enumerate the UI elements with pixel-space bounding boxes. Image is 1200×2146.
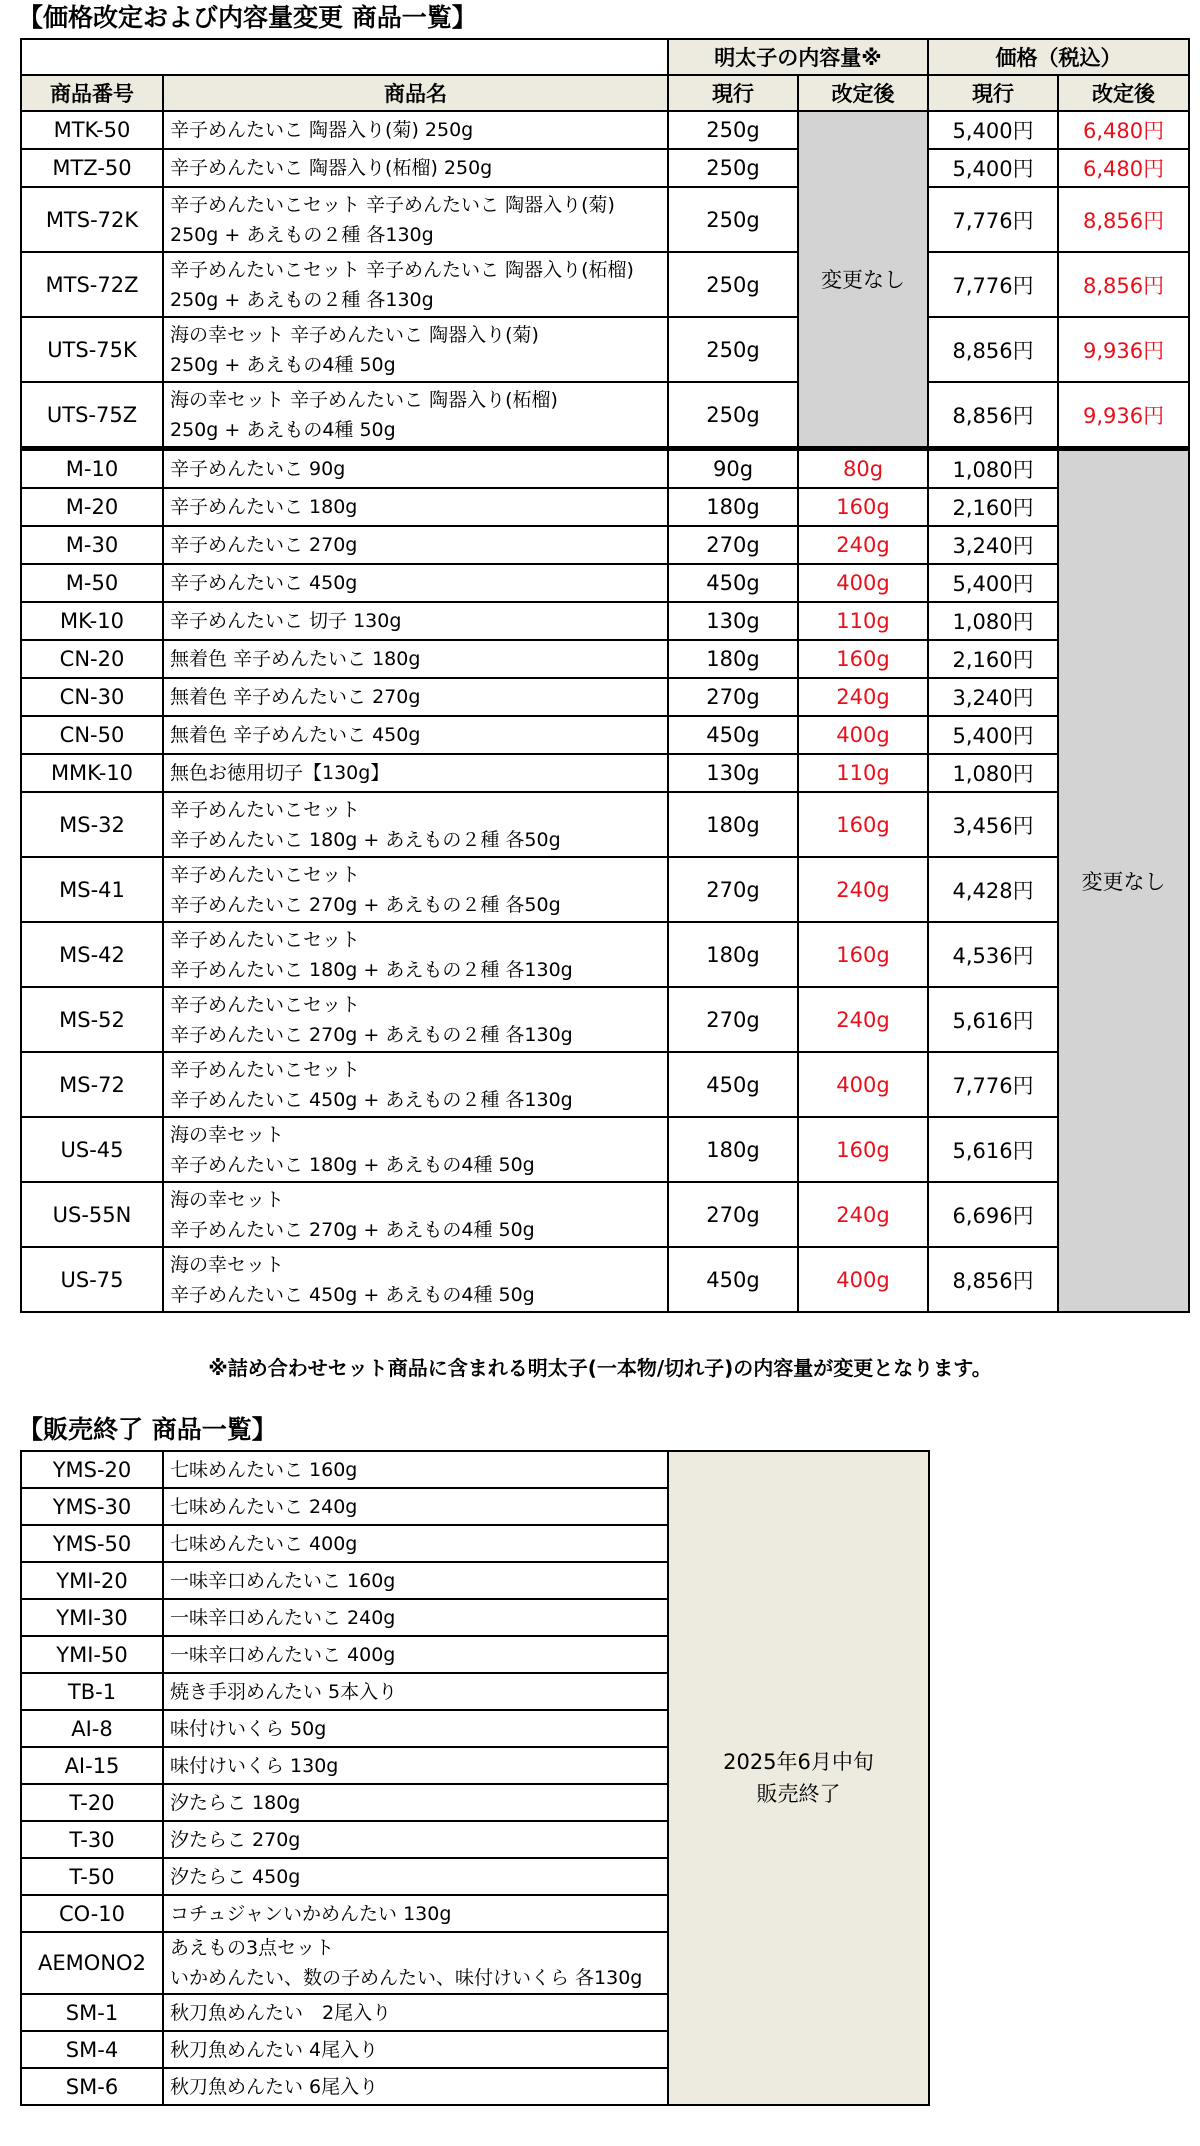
content-current-cell: 180g	[668, 640, 798, 678]
content-revised-cell: 400g	[798, 716, 928, 754]
price-revised-cell: 6,480円	[1058, 149, 1189, 187]
product-name-cell	[163, 1117, 668, 1182]
product-code-cell: MTS-72Z	[21, 252, 163, 317]
product-code-cell: CN-30	[21, 678, 163, 716]
product-name-cell	[163, 857, 668, 922]
price-current-cell: 5,400円	[928, 149, 1058, 187]
header-mentaiko-content: 明太子の内容量※	[668, 39, 928, 75]
content-revised-cell: 240g	[798, 678, 928, 716]
content-current-cell: 250g	[668, 252, 798, 317]
product-name-cell	[163, 149, 668, 187]
product-name-cell	[163, 526, 668, 564]
product-name-cell	[163, 602, 668, 640]
product-name-cell	[163, 1525, 668, 1562]
product-name-line: 辛子めんたいこ 270g + あえもの２種 各50g	[170, 893, 561, 916]
price-revised-cell: 8,856円	[1058, 187, 1189, 252]
price-revised-cell: 8,856円	[1058, 252, 1189, 317]
product-name-line: 辛子めんたいこ 陶器入り(菊) 250g	[170, 119, 474, 141]
content-current-cell: 270g	[668, 1182, 798, 1247]
product-name-cell	[163, 792, 668, 857]
content-revised-cell: 160g	[798, 488, 928, 526]
product-name-cell	[163, 640, 668, 678]
content-revised-cell: 400g	[798, 1247, 928, 1312]
table-row	[21, 488, 1189, 526]
price-current-cell: 2,160円	[928, 640, 1058, 678]
product-code-cell: YMS-30	[21, 1488, 163, 1525]
content-current-cell: 180g	[668, 922, 798, 987]
content-current-cell: 250g	[668, 382, 798, 449]
content-current-cell: 250g	[668, 187, 798, 252]
product-code-cell: UTS-75Z	[21, 382, 163, 449]
product-name-cell	[163, 1562, 668, 1599]
product-name-line: 辛子めんたいこ 180g + あえもの２種 各130g	[170, 958, 573, 981]
product-name-cell	[163, 1747, 668, 1784]
content-current-cell: 270g	[668, 526, 798, 564]
table-row	[21, 526, 1189, 564]
header-code: 商品番号	[21, 75, 163, 111]
product-name-line: 辛子めんたいこセット	[170, 1058, 361, 1081]
table-row	[21, 149, 1189, 187]
price-current-cell: 4,428円	[928, 857, 1058, 922]
content-revised-cell: 160g	[798, 640, 928, 678]
table-row	[21, 252, 1189, 317]
product-name-line: 汐たらこ 270g	[170, 1828, 301, 1851]
price-current-cell: 5,400円	[928, 564, 1058, 602]
content-current-cell: 270g	[668, 987, 798, 1052]
product-name-cell	[163, 1182, 668, 1247]
product-code-cell: UTS-75K	[21, 317, 163, 382]
product-name-cell	[163, 1858, 668, 1895]
product-name-line: 辛子めんたいこセット	[170, 798, 361, 821]
product-name-line: 無着色 辛子めんたいこ 270g	[170, 686, 421, 708]
product-code-cell: SM-6	[21, 2068, 163, 2105]
product-name-line: 辛子めんたいこセット	[170, 993, 361, 1016]
product-code-cell: MS-72	[21, 1052, 163, 1117]
content-revised-cell: 160g	[798, 792, 928, 857]
product-name-line: 七味めんたいこ 160g	[170, 1458, 358, 1481]
product-name-line: 味付けいくら 50g	[170, 1717, 327, 1740]
content-current-cell: 250g	[668, 111, 798, 149]
product-name-cell	[163, 252, 668, 317]
product-name-cell	[163, 382, 668, 449]
product-name-line: 辛子めんたいこセット	[170, 928, 361, 951]
product-code-cell: M-30	[21, 526, 163, 564]
content-revised-cell: 240g	[798, 987, 928, 1052]
product-code-cell: AI-8	[21, 1710, 163, 1747]
table-row	[21, 754, 1189, 792]
price-revised-cell: 9,936円	[1058, 317, 1189, 382]
content-current-cell: 270g	[668, 857, 798, 922]
content-current-cell: 130g	[668, 754, 798, 792]
product-name-cell	[163, 678, 668, 716]
content-revised-cell: 240g	[798, 1182, 928, 1247]
product-name-line: 七味めんたいこ 240g	[170, 1495, 358, 1518]
product-code-cell: MS-32	[21, 792, 163, 857]
table-row	[21, 1052, 1189, 1117]
product-name-cell	[163, 1673, 668, 1710]
product-name-line: 焼き手羽めんたい 5本入り	[170, 1680, 398, 1703]
product-code-cell: YMI-50	[21, 1636, 163, 1673]
product-code-cell: MK-10	[21, 602, 163, 640]
product-code-cell: MMK-10	[21, 754, 163, 792]
table-row	[21, 1182, 1189, 1247]
product-code-cell: YMS-50	[21, 1525, 163, 1562]
product-name-line: 無色お徳用切子【130g】	[170, 762, 390, 784]
product-name-line: 無着色 辛子めんたいこ 450g	[170, 724, 421, 746]
content-current-cell: 90g	[668, 449, 798, 489]
content-current-cell: 450g	[668, 716, 798, 754]
product-name-line: 秋刀魚めんたい 2尾入り	[170, 2001, 392, 2024]
product-name-line: 250g + あえもの２種 各130g	[170, 288, 434, 311]
content-revised-cell: 110g	[798, 602, 928, 640]
product-code-cell: M-10	[21, 449, 163, 489]
product-name-line: 辛子めんたいこ 450g + あえもの4種 50g	[170, 1283, 535, 1306]
product-name-cell	[163, 922, 668, 987]
product-name-line: 秋刀魚めんたい 4尾入り	[170, 2038, 379, 2061]
content-revised-cell: 240g	[798, 526, 928, 564]
product-name-cell	[163, 1895, 668, 1932]
product-name-cell	[163, 2031, 668, 2068]
header-price: 価格（税込）	[928, 39, 1189, 75]
content-revised-cell: 110g	[798, 754, 928, 792]
product-code-cell: T-30	[21, 1821, 163, 1858]
no-change-cell: 変更なし	[1058, 449, 1189, 1313]
product-name-cell	[163, 1932, 668, 1994]
price-current-cell: 1,080円	[928, 449, 1058, 489]
product-name-line: 辛子めんたいこ 90g	[170, 458, 346, 480]
table-row	[21, 564, 1189, 602]
product-name-line: 250g + あえもの２種 各130g	[170, 223, 434, 246]
product-code-cell: TB-1	[21, 1673, 163, 1710]
product-name-line: 辛子めんたいこ 180g	[170, 496, 358, 518]
header-price-revised: 改定後	[1058, 75, 1189, 111]
product-code-cell: MTK-50	[21, 111, 163, 149]
discontinued-title: 【販売終了 商品一覧】	[18, 1415, 277, 1444]
product-code-cell: MS-41	[21, 857, 163, 922]
header-row-columns	[21, 75, 1189, 111]
product-name-cell	[163, 1488, 668, 1525]
product-code-cell: CN-50	[21, 716, 163, 754]
price-revised-cell: 9,936円	[1058, 382, 1189, 449]
price-current-cell: 4,536円	[928, 922, 1058, 987]
price-current-cell: 8,856円	[928, 1247, 1058, 1312]
content-current-cell: 250g	[668, 149, 798, 187]
product-code-cell: AEMONO2	[21, 1932, 163, 1994]
price-current-cell: 3,456円	[928, 792, 1058, 857]
table-row	[21, 187, 1189, 252]
product-code-cell: YMS-20	[21, 1451, 163, 1488]
product-name-cell	[163, 1821, 668, 1858]
product-name-line: 海の幸セット	[170, 1123, 285, 1146]
product-name-cell	[163, 564, 668, 602]
product-name-cell	[163, 1599, 668, 1636]
header-blank-cell	[21, 39, 668, 75]
product-name-line: 一味辛口めんたいこ 160g	[170, 1569, 396, 1592]
product-code-cell: SM-1	[21, 1994, 163, 2031]
product-name-line: 250g + あえもの4種 50g	[170, 353, 396, 376]
product-name-cell	[163, 754, 668, 792]
price-current-cell: 8,856円	[928, 317, 1058, 382]
product-code-cell: T-50	[21, 1858, 163, 1895]
price-current-cell: 1,080円	[928, 602, 1058, 640]
price-current-cell: 3,240円	[928, 526, 1058, 564]
content-current-cell: 270g	[668, 678, 798, 716]
product-name-line: 辛子めんたいこ 270g + あえもの4種 50g	[170, 1218, 535, 1241]
table-row	[21, 987, 1189, 1052]
content-current-cell: 450g	[668, 1052, 798, 1117]
product-name-cell	[163, 317, 668, 382]
content-revised-cell: 160g	[798, 922, 928, 987]
product-name-line: 辛子めんたいこ 450g + あえもの２種 各130g	[170, 1088, 573, 1111]
product-name-line: 一味辛口めんたいこ 400g	[170, 1643, 396, 1666]
price-current-cell: 2,160円	[928, 488, 1058, 526]
price-revised-cell: 6,480円	[1058, 111, 1189, 149]
price-current-cell: 5,400円	[928, 111, 1058, 149]
header-price-current: 現行	[928, 75, 1058, 111]
product-code-cell: YMI-20	[21, 1562, 163, 1599]
product-name-line: 辛子めんたいこセット 辛子めんたいこ 陶器入り(柘榴)	[170, 258, 634, 281]
product-name-line: 辛子めんたいこ 270g + あえもの２種 各130g	[170, 1023, 573, 1046]
content-current-cell: 180g	[668, 488, 798, 526]
product-name-cell	[163, 987, 668, 1052]
product-name-line: 秋刀魚めんたい 6尾入り	[170, 2075, 379, 2098]
content-change-note: ※詰め合わせセット商品に含まれる明太子(一本物/切れ子)の内容量が変更となります。	[208, 1356, 992, 1380]
product-name-line: 海の幸セット 辛子めんたいこ 陶器入り(柘榴)	[170, 388, 558, 411]
price-current-cell: 5,616円	[928, 1117, 1058, 1182]
table-row	[21, 922, 1189, 987]
table-row	[21, 792, 1189, 857]
product-code-cell: US-55N	[21, 1182, 163, 1247]
product-name-line: 辛子めんたいこ 180g + あえもの4種 50g	[170, 1153, 535, 1176]
product-name-line: 汐たらこ 180g	[170, 1791, 301, 1814]
table-row	[21, 111, 1189, 149]
product-name-cell	[163, 449, 668, 489]
product-name-cell	[163, 1052, 668, 1117]
product-name-cell	[163, 716, 668, 754]
content-revised-cell: 240g	[798, 857, 928, 922]
table-row	[21, 1117, 1189, 1182]
content-current-cell: 450g	[668, 1247, 798, 1312]
header-content-revised: 改定後	[798, 75, 928, 111]
discontinued-table	[20, 1450, 930, 2106]
header-name: 商品名	[163, 75, 668, 111]
content-revised-cell: 160g	[798, 1117, 928, 1182]
product-name-line: 味付けいくら 130g	[170, 1754, 339, 1777]
price-revision-table	[20, 38, 1190, 1313]
product-name-line: 辛子めんたいこ 180g + あえもの２種 各50g	[170, 828, 561, 851]
product-code-cell: M-50	[21, 564, 163, 602]
product-name-line: 海の幸セット	[170, 1253, 285, 1276]
product-name-line: あえもの3点セット	[170, 1937, 335, 1959]
product-name-cell	[163, 187, 668, 252]
content-current-cell: 180g	[668, 792, 798, 857]
content-revised-cell: 400g	[798, 564, 928, 602]
table-row	[21, 716, 1189, 754]
product-name-line: 海の幸セット 辛子めんたいこ 陶器入り(菊)	[170, 323, 539, 346]
product-name-line: 一味辛口めんたいこ 240g	[170, 1606, 396, 1629]
product-name-line: 辛子めんたいこセット 辛子めんたいこ 陶器入り(菊)	[170, 193, 615, 216]
product-name-cell	[163, 1636, 668, 1673]
product-name-cell	[163, 1451, 668, 1488]
price-current-cell: 7,776円	[928, 252, 1058, 317]
product-name-line: 辛子めんたいこ 陶器入り(柘榴) 250g	[170, 157, 493, 179]
table-row	[21, 857, 1189, 922]
product-code-cell: CN-20	[21, 640, 163, 678]
product-code-cell: US-75	[21, 1247, 163, 1312]
product-code-cell: MTS-72K	[21, 187, 163, 252]
table-row	[21, 382, 1189, 449]
table-row	[21, 602, 1189, 640]
price-current-cell: 5,616円	[928, 987, 1058, 1052]
product-name-cell	[163, 2068, 668, 2105]
product-code-cell: SM-4	[21, 2031, 163, 2068]
product-name-cell	[163, 111, 668, 149]
content-revised-cell: 80g	[798, 449, 928, 489]
price-current-cell: 5,400円	[928, 716, 1058, 754]
content-current-cell: 180g	[668, 1117, 798, 1182]
product-code-cell: AI-15	[21, 1747, 163, 1784]
table-row	[21, 1247, 1189, 1312]
product-code-cell: YMI-30	[21, 1599, 163, 1636]
price-current-cell: 7,776円	[928, 187, 1058, 252]
price-current-cell: 1,080円	[928, 754, 1058, 792]
discontinued-note-line: 2025年6月中旬	[723, 1750, 874, 1774]
product-name-line: 250g + あえもの4種 50g	[170, 418, 396, 441]
price-current-cell: 7,776円	[928, 1052, 1058, 1117]
discontinued-note-cell	[668, 1451, 929, 2105]
content-current-cell: 450g	[668, 564, 798, 602]
product-name-line: いかめんたい、数の子めんたい、味付けいくら 各130g	[170, 1967, 643, 1989]
content-revised-cell: 400g	[798, 1052, 928, 1117]
no-change-cell: 変更なし	[798, 111, 928, 449]
product-name-line: 汐たらこ 450g	[170, 1865, 301, 1888]
product-name-cell	[163, 1710, 668, 1747]
product-name-cell	[163, 1994, 668, 2031]
product-code-cell: MS-52	[21, 987, 163, 1052]
product-name-line: 七味めんたいこ 400g	[170, 1532, 358, 1555]
header-content-current: 現行	[668, 75, 798, 111]
product-name-line: 辛子めんたいこ 270g	[170, 534, 358, 556]
table-row	[21, 1451, 929, 1488]
product-name-cell	[163, 1247, 668, 1312]
product-name-line: 辛子めんたいこ 切子 130g	[170, 610, 402, 632]
product-code-cell: MS-42	[21, 922, 163, 987]
table-row	[21, 640, 1189, 678]
table-row	[21, 449, 1189, 489]
price-current-cell: 6,696円	[928, 1182, 1058, 1247]
content-current-cell: 250g	[668, 317, 798, 382]
product-name-cell	[163, 488, 668, 526]
product-name-line: 無着色 辛子めんたいこ 180g	[170, 648, 421, 670]
product-code-cell: T-20	[21, 1784, 163, 1821]
table-row	[21, 317, 1189, 382]
content-current-cell: 130g	[668, 602, 798, 640]
product-code-cell: MTZ-50	[21, 149, 163, 187]
price-current-cell: 3,240円	[928, 678, 1058, 716]
product-name-cell	[163, 1784, 668, 1821]
product-name-line: 海の幸セット	[170, 1188, 285, 1211]
discontinued-note-line: 販売終了	[756, 1782, 841, 1806]
table-row	[21, 678, 1189, 716]
product-code-cell: US-45	[21, 1117, 163, 1182]
product-name-line: コチュジャンいかめんたい 130g	[170, 1902, 452, 1925]
price-current-cell: 8,856円	[928, 382, 1058, 449]
page-title: 【価格改定および内容量変更 商品一覧】	[18, 3, 477, 32]
product-code-cell: CO-10	[21, 1895, 163, 1932]
product-name-line: 辛子めんたいこセット	[170, 863, 361, 886]
header-row-group	[21, 39, 1189, 75]
product-code-cell: M-20	[21, 488, 163, 526]
product-name-line: 辛子めんたいこ 450g	[170, 572, 358, 594]
